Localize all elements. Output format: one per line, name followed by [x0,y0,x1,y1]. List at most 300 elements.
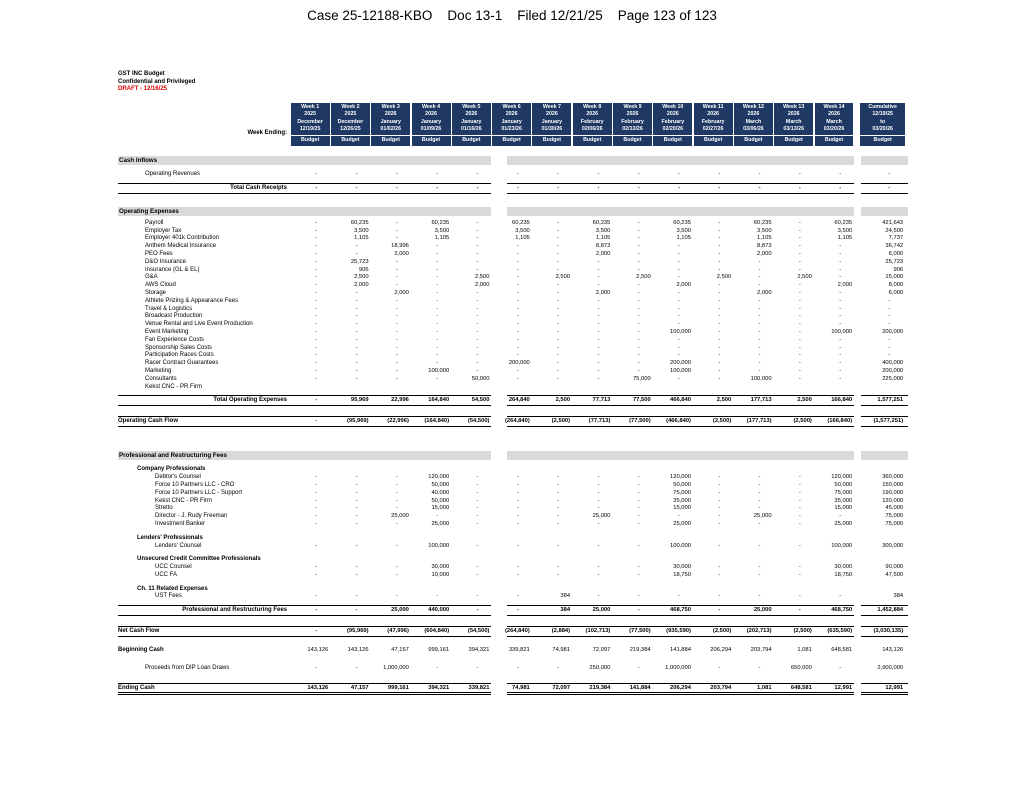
week-cell: 74,981 [552,647,571,654]
week-cell: - [718,665,721,672]
week-cell [451,384,491,392]
week-cell: - [315,227,318,234]
week-cell: - [718,243,721,250]
week-cell: - [839,313,842,320]
row-label: Stretto [155,505,173,512]
table-row [118,360,908,368]
table-row [118,282,908,290]
column-header-line: 2026 [828,111,840,118]
week-cell: - [557,375,560,382]
week-cell: - [436,328,439,335]
column-header-box [371,103,410,135]
row-label: Force 10 Partners LLC - Support [155,489,243,496]
cumulative-cell: 25,723 [885,258,904,265]
report-title-block [118,71,195,94]
week-cell: (635,590) [827,628,853,635]
week-cell: - [395,282,398,289]
week-cell: - [758,305,761,312]
week-cell: (95,969) [347,628,369,635]
week-cell: - [798,489,801,496]
cumulative-cell: 90,000 [885,564,904,571]
week-cell: 50,000 [673,481,691,488]
table-row [118,543,908,551]
row-label: Beginning Cash [118,647,164,654]
week-cell: - [315,505,318,512]
week-cell: - [516,571,519,578]
budget-subheader: Budget [613,136,652,146]
week-cell: - [839,375,842,382]
column-header-line: 02/06/26 [581,126,603,133]
week-cell: - [718,564,721,571]
week-cell: 384 [560,607,571,614]
week-cell: - [597,266,600,273]
week-cell: - [718,219,721,226]
column-header-line: 01/09/26 [420,126,442,133]
cumulative-cell: 225,000 [882,375,904,382]
row-label: AWS Cloud [145,282,176,289]
week-cell: - [476,542,479,549]
week-cell: - [597,375,600,382]
week-cell: - [315,171,318,177]
week-cell: - [597,258,600,265]
week-column-header [411,103,451,148]
week-cell: 50,000 [431,497,450,504]
week-cell: - [637,313,640,320]
week-cell: - [557,481,560,488]
week-cell: - [315,258,318,265]
week-cell: - [395,258,398,265]
column-header-line: 03/20/26 [823,126,845,133]
week-cell: - [637,665,640,672]
week-cell: 143,126 [307,647,329,654]
week-cell: - [315,235,318,242]
week-cell: 2,000 [474,282,490,289]
week-cell: - [476,321,479,328]
week-cell: - [436,321,439,328]
week-cell: 25,000 [834,520,853,527]
week-cell: - [395,542,398,549]
week-cell: - [395,367,398,374]
company-title: GST INC Budget [118,71,165,77]
week-cell: - [758,171,761,177]
week-cell: - [395,352,398,359]
column-header-line: 2026 [425,111,437,118]
week-cell: (202,713) [746,628,772,635]
column-header-line: March [745,118,762,125]
week-cell: - [718,184,721,191]
row-label: Cash Inflows [119,157,158,164]
cumulative-cell: (3,030,135) [873,628,904,635]
spacer-row [118,637,908,647]
cumulative-cell: - [888,171,891,177]
table-row [118,474,908,482]
week-cell: - [678,171,680,177]
week-cell: - [355,607,358,614]
column-header-box [452,103,491,135]
week-column-header [612,103,652,148]
row-label: Proceeds from DIP Loan Draws [145,665,230,672]
budget-subheader: Budget [573,136,612,146]
table-row [118,183,908,194]
week-cell: - [395,344,398,351]
week-cell: - [798,505,801,512]
week-cell: 100,000 [428,542,450,549]
column-header-box [860,103,906,135]
week-cell: - [597,520,600,527]
week-cell: - [597,360,600,367]
week-cell: 95,969 [350,397,369,404]
week-cell: 2,500 [716,397,732,404]
budget-subheader: Budget [412,136,451,146]
week-cell: - [839,289,842,296]
cumulative-cell: 200,000 [882,367,904,374]
week-cell: (264,840) [504,628,530,635]
week-cell: - [758,274,761,281]
column-header-line: February [580,118,604,125]
column-header-line: 2026 [384,111,397,118]
week-cell: 30,000 [834,564,853,571]
week-cell: - [798,219,801,226]
week-cell: - [637,289,640,296]
week-cell: - [678,274,680,281]
week-cell: - [436,184,439,191]
week-cell: 10,000 [431,571,450,578]
week-cell: 25,000 [753,607,772,614]
week-ending-label: Week Ending: [247,130,287,136]
week-cell: 15,000 [431,505,450,512]
week-cell: 1,105 [434,235,450,242]
week-cell: 250,000 [589,665,611,672]
table-row [118,586,908,594]
week-cell: (77,500) [629,628,651,635]
week-cell: 648,581 [831,647,853,654]
week-cell: - [637,336,640,343]
week-cell: - [395,505,398,512]
week-cell: - [436,297,439,304]
row-label: Operating Expenses [119,207,179,215]
week-cell: - [557,352,560,359]
row-label: Total Cash Receipts [230,184,287,191]
row-label: D&O Insurance [145,258,187,265]
column-header-line: 2026 [465,111,478,118]
week-cell: - [315,274,318,281]
week-cell: (54,500) [467,628,490,635]
week-cell: 166,840 [831,397,853,404]
week-cell: - [678,258,680,265]
week-cell [814,384,854,392]
week-cell: - [718,258,721,265]
week-cell: - [436,336,439,343]
week-cell: - [395,564,398,571]
week-cell: - [476,227,479,234]
week-cell: - [516,258,519,265]
table-row [118,306,908,314]
week-cell: - [798,258,801,265]
week-cell: - [395,593,398,600]
week-cell: - [476,481,479,488]
week-cell: - [758,571,761,578]
week-cell: - [315,628,318,635]
week-column-header [491,103,531,148]
week-cell: 3,500 [515,227,530,234]
cumulative-cell: - [888,352,891,359]
row-label: Operating Revenues [145,171,201,177]
week-cell: - [557,282,560,289]
week-cell: 219,384 [629,647,651,654]
week-cell: - [718,367,721,374]
week-cell: - [637,184,640,191]
week-column-header [330,103,370,148]
week-cell: - [597,542,600,549]
column-header-line: 2026 [586,111,599,118]
spacer-row [118,655,908,665]
table-row [118,345,908,353]
column-header-line: 03/20/26 [872,126,893,133]
budget-subheader: Budget [653,136,692,146]
column-header-line: 2025 [304,111,317,118]
row-label: Venue Rental and Live Event Production [145,321,253,328]
week-cell: - [315,513,318,520]
column-header-line: February [661,118,685,125]
cumulative-cell: 24,500 [885,227,904,234]
week-cell: - [557,235,560,242]
row-label: Sponsorship Sales Costs [145,344,213,351]
table-row [118,352,908,360]
week-cell: - [758,321,761,328]
table-row [118,376,908,384]
week-cell: - [798,542,801,549]
week-cell: 143,126 [307,684,329,691]
week-cell: - [758,489,761,496]
week-cell: - [718,513,721,520]
week-cell: - [315,321,318,328]
week-cell: - [597,328,600,335]
week-cell: - [798,344,801,351]
week-cell: - [436,375,439,382]
week-cell: - [718,344,721,351]
table-row [118,243,908,251]
week-cell: - [395,375,398,382]
week-cell: - [395,481,398,488]
column-header-line: 2026 [626,111,639,118]
week-cell: - [798,328,801,335]
week-cell: - [557,313,560,320]
week-cell: - [315,418,318,425]
week-cell [572,384,612,392]
budget-subheader: Budget [532,136,571,146]
week-cell: - [718,607,721,614]
week-cell: - [516,375,519,382]
week-cell: - [637,367,640,374]
week-cell: - [355,321,358,328]
table-row [118,259,908,267]
week-cell: (77,500) [629,418,651,425]
row-label: Fan Experience Costs [145,336,205,343]
week-cell: - [597,367,600,374]
week-cell: - [637,505,640,512]
week-cell: - [839,367,842,374]
week-cell: 50,000 [471,375,490,382]
week-cell: 2,500 [797,397,812,404]
week-cell: - [637,542,640,549]
week-cell: 8,873 [757,243,772,250]
column-header-box [613,103,652,135]
week-cell: - [637,328,640,335]
week-cell: - [839,344,842,351]
table-row [118,665,908,673]
week-cell: 75,000 [632,375,651,382]
week-cell: (22,996) [387,418,409,425]
week-cell: - [315,243,318,250]
row-label: Anthem Medical Insurance [145,243,217,250]
cumulative-cell: 421,643 [882,219,904,226]
week-cell: - [718,282,721,289]
week-cell: 1,081 [797,647,812,654]
week-cell: - [395,305,398,312]
row-label: Participation Races Costs [145,352,214,359]
week-cell: - [557,489,560,496]
week-cell: 12,991 [834,684,853,691]
cumulative-cell: (1,577,251) [873,418,904,425]
week-cell: 74,981 [512,684,530,691]
week-cell: - [315,184,318,191]
week-cell: - [839,250,842,257]
week-cell: - [557,250,560,257]
week-cell: - [315,336,318,343]
week-cell: - [839,513,842,520]
week-cell: - [718,227,721,234]
week-cell: - [476,289,479,296]
row-label: Director - J. Rudy Freeman [155,513,228,520]
week-cell: - [597,274,600,281]
week-cell: - [597,481,600,488]
week-cell: 72,097 [552,684,571,691]
column-header-box [492,103,531,135]
week-cell: - [718,542,721,549]
week-cell: 100,000 [750,375,772,382]
week-cell: - [678,305,680,312]
cumulative-cell: - [888,313,891,320]
week-cell: - [315,344,318,351]
week-cell: - [557,344,560,351]
week-cell: - [637,258,640,265]
row-label: Storage [145,289,167,296]
case-stamp-header: Case 25-12188-KBO Doc 13-1 Filed 12/21/25 Page 123 of 123 [307,8,717,23]
week-cell [290,384,330,392]
week-cell: - [718,474,721,481]
week-cell: - [355,571,358,578]
row-label: Lenders' Counsel [155,542,202,549]
week-column-header [451,103,491,148]
row-label: Kekst CNC - PR Firm [155,497,212,504]
week-cell: - [395,171,398,177]
week-cell: 2,500 [474,274,490,281]
week-cell: - [315,250,318,257]
column-header-line: March [785,118,802,125]
week-cell: - [476,243,479,250]
week-cell: - [395,235,398,242]
week-cell: 200,000 [508,360,530,367]
week-cell: 339,821 [508,647,530,654]
week-cell: - [476,313,479,320]
week-cell: 25,000 [753,513,772,520]
table-row [118,498,908,506]
week-cell: 2,000 [394,289,409,296]
week-cell: 60,235 [512,219,530,226]
week-cell: 2,500 [636,274,651,281]
week-cell: - [355,344,358,351]
week-cell: - [315,665,318,672]
week-cell: (466,840) [666,418,691,425]
week-cell: - [798,321,801,328]
week-cell: - [557,219,560,226]
week-cell: - [355,243,358,250]
week-cell: - [395,227,398,234]
week-cell: - [718,266,721,273]
column-header-box [291,103,330,135]
week-cell: - [476,607,479,614]
cumulative-cell: 384 [893,593,904,600]
week-cell: 906 [358,266,369,273]
column-header-line: 01/23/26 [501,126,522,133]
week-cell: 200,000 [670,360,691,367]
week-cell: - [355,360,358,367]
week-cell: - [718,235,721,242]
week-cell: - [516,520,519,527]
week-cell: 1,000,000 [383,665,409,672]
week-cell: 22,996 [391,397,409,404]
row-label: Professional and Restructuring Fees [119,452,227,460]
week-cell: - [637,344,640,351]
week-cell: - [315,219,318,226]
column-header-line: 01/16/26 [461,126,482,133]
row-label: Athlete Prizing & Appearance Fees [145,297,239,304]
column-header-line: Week 1 [301,104,320,110]
column-header-line: Week 9 [623,104,642,110]
budget-subheader: Budget [452,136,491,146]
week-cell: 1,000,000 [665,665,691,672]
week-cell: - [557,305,560,312]
week-cell: - [758,352,761,359]
row-label: Operating Cash Flow [118,418,179,425]
week-cell: - [637,321,640,328]
week-cell: - [355,542,358,549]
column-header-line: Week 2 [341,104,360,110]
week-cell: (604,840) [424,628,450,635]
week-cell: (264,840) [504,418,530,425]
week-cell: - [476,489,479,496]
week-cell: 2,000 [757,289,772,296]
table-row [118,513,908,521]
week-cell: 50,000 [431,481,450,488]
week-cell: - [315,571,318,578]
week-cell: - [395,328,398,335]
row-label: Payroll [145,219,164,226]
column-header-box [734,103,773,135]
table-row [118,593,908,601]
week-cell: - [516,489,519,496]
column-header-line: 12/26/25 [340,126,361,133]
week-cell: - [476,328,479,335]
week-cell: - [718,305,721,312]
week-cell: - [798,184,801,191]
column-header-line: Week 11 [702,104,724,110]
week-cell: - [597,489,600,496]
week-cell: 1,081 [757,684,772,691]
week-cell: - [476,505,479,512]
week-cell: - [758,665,761,672]
week-cell: - [758,542,761,549]
